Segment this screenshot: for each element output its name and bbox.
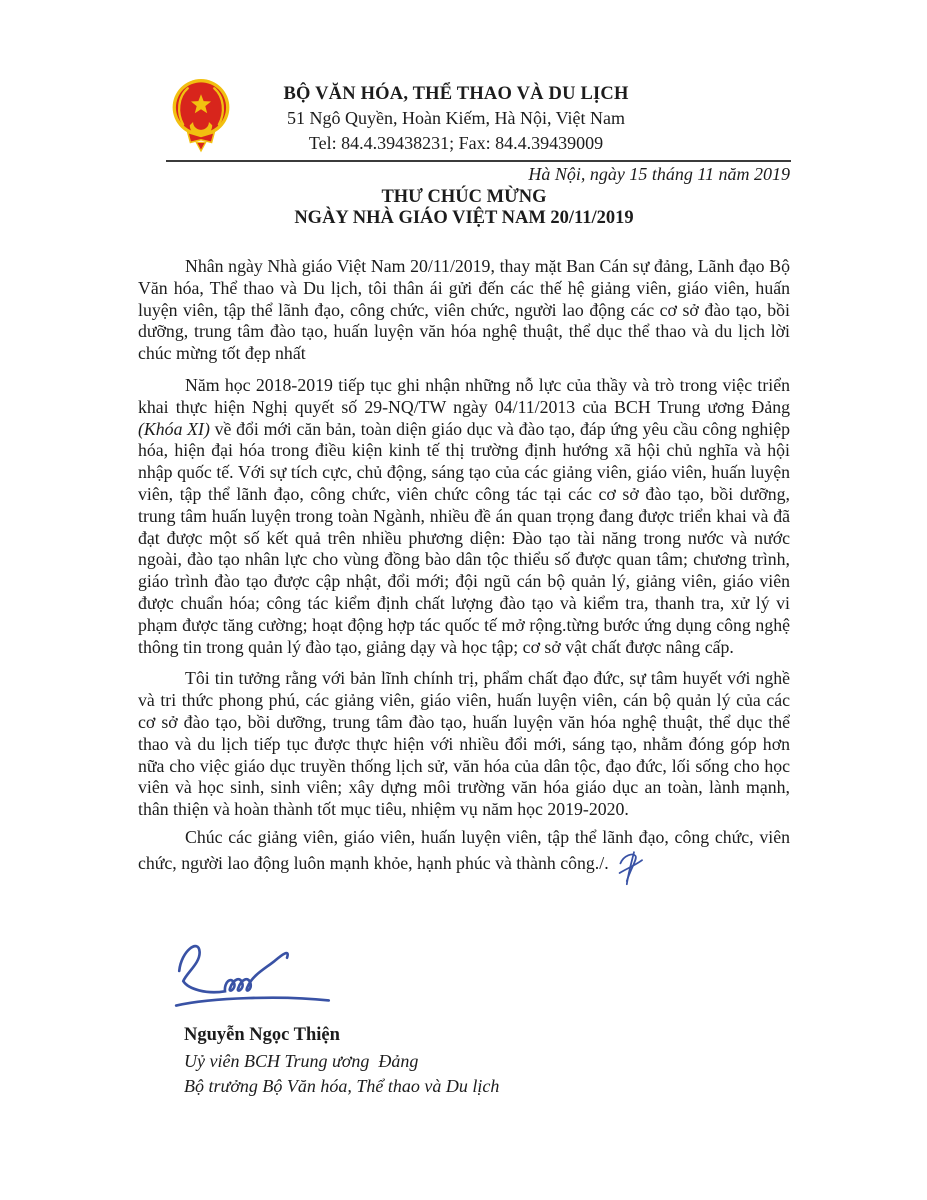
header-divider bbox=[166, 160, 791, 162]
letter-body bbox=[138, 256, 790, 889]
paragraph-4 bbox=[138, 827, 790, 889]
paragraph-4-text: Chúc các giảng viên, giáo viên, huấn luyện viên, tập thể lãnh đạo, công chức, viên chức, người lao động luôn mạnh khỏe, hạnh phúc và thành công./. bbox=[138, 826, 790, 873]
signer-block bbox=[184, 1022, 744, 1099]
paragraph-2 bbox=[138, 375, 790, 658]
paragraph-2-italic-khoa-xi: (Khóa XI) bbox=[138, 418, 210, 439]
ink-paraph-icon bbox=[614, 849, 646, 889]
paragraph-3 bbox=[138, 668, 790, 821]
organization-address: 51 Ngô Quyền, Hoàn Kiếm, Hà Nội, Việt Nam bbox=[286, 108, 626, 128]
signer-title-minister: Bộ trưởng Bộ Văn hóa, Thể thao và Du lịch bbox=[184, 1076, 500, 1096]
paragraph-2-text-before: Năm học 2018-2019 tiếp tục ghi nhận những nỗ lực của thầy và trò trong việc triển khai thực hiện Nghị quyết số 29-NQ/TW ngày 04/11/2013 của BCH Trung ương Đảng bbox=[138, 374, 790, 417]
letter-title-line2: NGÀY NHÀ GIÁO VIỆT NAM 20/11/2019 bbox=[294, 208, 634, 228]
paragraph-2-text-after: về đổi mới căn bản, toàn diện giáo dục và đào tạo, đáp ứng yêu cầu công nghiệp hóa, hiện đại hóa trong điều kiện kinh tế thị trường định hướng xã hội chủ nghĩa và hội nhập quốc tế. Với sự tích cực, chủ động, sáng tạo của các giảng viên, giáo viên, huấn luyện viên, tập thể lãnh đạo, công chức, viên chức công tác tại các cơ sở đào tạo, bồi dưỡng, trung tâm huấn luyện trong toàn Ngành, nhiều đề án quan trọng đang được triển khai và đã đạt được một số kết quả trên nhiều phương diện: Đào tạo tài năng trong nước và nước ngoài, đào tạo nhân lực cho vùng đồng bào dân tộc thiểu số được quan tâm; chương trình, giáo trình đào tạo được cập nhật, đổi mới; đội ngũ cán bộ quản lý, giảng viên, giáo viên được chuẩn hóa; công tác kiểm định chất lượng đào tạo và kiểm tra, thanh tra, xử lý vi phạm được tăng cường; hoạt động hợp tác quốc tế mở rộng.từng bước ứng dụng công nghệ thông tin trong quản lý đào tạo, giảng dạy và học tập; cơ sở vật chất được nâng cấp. bbox=[138, 418, 790, 657]
letterhead bbox=[138, 82, 774, 156]
paragraph-1 bbox=[138, 256, 790, 365]
organization-name: BỘ VĂN HÓA, THỂ THAO VÀ DU LỊCH bbox=[283, 84, 629, 104]
handwritten-signature bbox=[166, 932, 344, 1014]
paragraph-1-text: Nhân ngày Nhà giáo Việt Nam 20/11/2019, thay mặt Ban Cán sự đảng, Lãnh đạo Bộ Văn hóa, Thể thao và Du lịch, tôi thân ái gửi đến các thế hệ giảng viên, giáo viên, huấn luyện viên, tập thể lãnh đạo, công chức, viên chức, người lao động các cơ sở đào tạo, bồi dưỡng, trung tâm đào tạo, huấn luyện văn hóa nghệ thuật, thể dục thể thao và du lịch lời chúc mừng tốt đẹp nhất bbox=[138, 256, 790, 364]
letter-title bbox=[138, 187, 790, 229]
letter-content bbox=[138, 70, 790, 1190]
letter-title-line1: THƯ CHÚC MỪNG bbox=[381, 187, 547, 207]
paragraph-3-text: Tôi tin tưởng rằng với bản lĩnh chính trị, phẩm chất đạo đức, sự tâm huyết với nghề và tri thức phong phú, các giảng viên, giáo viên, huấn luyện viên, cán bộ quản lý của các cơ sở đào tạo, bồi dưỡng, trung tâm đào tạo, huấn luyện văn hóa nghệ thuật, thể dục thể thao và du lịch tiếp tục được thực hiện với nhiều đổi mới, sáng tạo, nhằm đóng góp hơn nữa cho việc giáo dục truyền thống lịch sử, văn hóa của dân tộc, đạo đức, lối sống cho học viên và học sinh, sinh viên; xây dựng môi trường văn hóa giáo dục an toàn, lành mạnh, thân thiện và hoàn thành tốt mục tiêu, nhiệm vụ năm học 2019-2020. bbox=[138, 668, 790, 820]
signer-name: Nguyễn Ngọc Thiện bbox=[184, 1025, 340, 1045]
signer-title-party: Uỷ viên BCH Trung ương Đảng bbox=[184, 1051, 419, 1071]
dateline: Hà Nội, ngày 15 tháng 11 năm 2019 bbox=[528, 164, 790, 184]
organization-contact: Tel: 84.4.39438231; Fax: 84.4.39439009 bbox=[308, 133, 604, 153]
